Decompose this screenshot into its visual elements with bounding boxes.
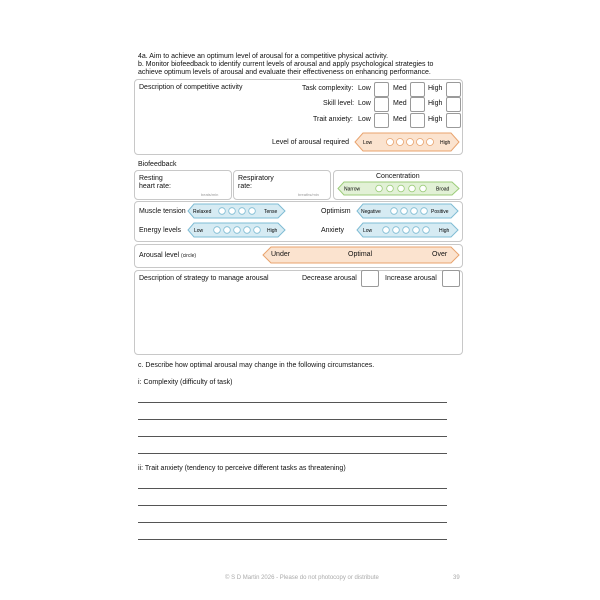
arousal-over[interactable]: Over bbox=[432, 251, 448, 258]
arousal-level-label: Arousal level bbox=[139, 252, 180, 259]
arousal-level-label-row bbox=[139, 252, 196, 259]
skill-level-med-checkbox[interactable] bbox=[410, 97, 425, 112]
optimism-positive: Positive bbox=[431, 209, 449, 215]
muscle-tension-label: Muscle tension bbox=[139, 208, 186, 215]
arousal-required-high: High bbox=[440, 140, 451, 146]
anxiety-label: Anxiety bbox=[321, 227, 344, 234]
concentration-label: Concentration bbox=[376, 173, 420, 180]
part-c-ii-label: ii: Trait anxiety (tendency to perceive different tasks as threatening) bbox=[138, 465, 346, 472]
arousal-required-scale[interactable] bbox=[354, 132, 460, 152]
concentration-scale[interactable] bbox=[337, 181, 461, 196]
trait-anxiety-low-checkbox[interactable] bbox=[374, 113, 389, 128]
part-c-i-label: i: Complexity (difficulty of task) bbox=[138, 379, 233, 386]
trait-anxiety-med-label: Med bbox=[393, 116, 407, 123]
task-complexity-high-checkbox[interactable] bbox=[446, 82, 461, 97]
strategy-title: Description of strategy to manage arousal bbox=[139, 275, 269, 282]
decrease-arousal-label: Decrease arousal bbox=[302, 275, 357, 282]
respiratory-label-1: Respiratory bbox=[238, 175, 274, 182]
muscle-tension-relaxed: Relaxed bbox=[193, 209, 212, 215]
skill-level-low-label: Low bbox=[358, 100, 371, 107]
strategy-box[interactable] bbox=[134, 270, 463, 355]
skill-level-high-checkbox[interactable] bbox=[446, 97, 461, 112]
optimism-scale[interactable] bbox=[356, 203, 460, 219]
answer-line-i-2[interactable] bbox=[138, 419, 447, 420]
decrease-arousal-checkbox[interactable] bbox=[361, 270, 379, 287]
muscle-tension-scale[interactable] bbox=[187, 203, 287, 219]
respiratory-unit: breaths/min bbox=[298, 192, 319, 197]
footer-copyright: © S D Martin 2026 - Please do not photocopy or distribute bbox=[225, 575, 379, 581]
answer-line-i-1[interactable] bbox=[138, 402, 447, 403]
concentration-broad: Broad bbox=[436, 186, 450, 193]
arousal-under[interactable]: Under bbox=[271, 251, 291, 258]
activity-title: Description of competitive activity bbox=[139, 84, 243, 91]
skill-level-label: Skill level: bbox=[323, 100, 355, 107]
task-complexity-med-label: Med bbox=[393, 85, 407, 92]
task-complexity-med-checkbox[interactable] bbox=[410, 82, 425, 97]
skill-level-med-label: Med bbox=[393, 100, 407, 107]
resting-hr-unit: beats/min bbox=[201, 192, 219, 197]
task-complexity-low-label: Low bbox=[358, 85, 371, 92]
footer-page-number: 39 bbox=[453, 575, 460, 581]
trait-anxiety-med-checkbox[interactable] bbox=[410, 113, 425, 128]
anxiety-low: Low bbox=[363, 228, 373, 234]
increase-arousal-checkbox[interactable] bbox=[442, 270, 460, 287]
skill-level-low-checkbox[interactable] bbox=[374, 97, 389, 112]
answer-line-ii-4[interactable] bbox=[138, 539, 447, 540]
answer-line-ii-2[interactable] bbox=[138, 505, 447, 506]
part-c-question: c. Describe how optimal arousal may change in the following circumstances. bbox=[138, 362, 375, 369]
resting-hr-label-1: Resting bbox=[139, 175, 163, 182]
optimism-label: Optimism bbox=[321, 208, 351, 215]
q4a-text: 4a. Aim to achieve an optimum level of arousal for a competitive physical activity. bbox=[138, 53, 389, 60]
arousal-optimal[interactable]: Optimal bbox=[348, 251, 373, 258]
anxiety-high: High bbox=[439, 228, 450, 234]
optimism-negative: Negative bbox=[361, 209, 381, 215]
trait-anxiety-low-label: Low bbox=[358, 116, 371, 123]
muscle-tension-tense: Tense bbox=[264, 209, 278, 215]
q4b-text-1: b. Monitor biofeedback to identify current levels of arousal and apply psychological strategies to bbox=[138, 61, 434, 68]
skill-level-high-label: High bbox=[428, 100, 443, 107]
biofeedback-heading: Biofeedback bbox=[138, 161, 177, 168]
answer-line-i-3[interactable] bbox=[138, 436, 447, 437]
increase-arousal-label: Increase arousal bbox=[385, 275, 437, 282]
arousal-level-note: (circle) bbox=[181, 253, 197, 259]
trait-anxiety-label: Trait anxiety: bbox=[313, 116, 353, 123]
answer-line-ii-1[interactable] bbox=[138, 488, 447, 489]
resting-hr-label-2: heart rate: bbox=[139, 183, 171, 190]
arousal-required-low: Low bbox=[363, 140, 373, 146]
energy-levels-label: Energy levels bbox=[139, 227, 182, 234]
anxiety-scale[interactable] bbox=[356, 222, 460, 238]
answer-line-ii-3[interactable] bbox=[138, 522, 447, 523]
energy-levels-scale[interactable] bbox=[187, 222, 287, 238]
arousal-required-label: Level of arousal required bbox=[272, 139, 350, 146]
energy-levels-high: High bbox=[267, 228, 278, 234]
task-complexity-high-label: High bbox=[428, 85, 443, 92]
energy-levels-low: Low bbox=[194, 228, 204, 234]
trait-anxiety-high-label: High bbox=[428, 116, 443, 123]
answer-line-i-4[interactable] bbox=[138, 453, 447, 454]
task-complexity-low-checkbox[interactable] bbox=[374, 82, 389, 97]
task-complexity-label: Task complexity: bbox=[302, 85, 354, 92]
q4b-text-2: achieve optimum levels of arousal and evaluate their effectiveness on enhancing performance. bbox=[138, 69, 431, 76]
respiratory-label-2: rate: bbox=[238, 183, 253, 190]
trait-anxiety-high-checkbox[interactable] bbox=[446, 113, 461, 128]
concentration-narrow: Narrow bbox=[344, 186, 361, 193]
